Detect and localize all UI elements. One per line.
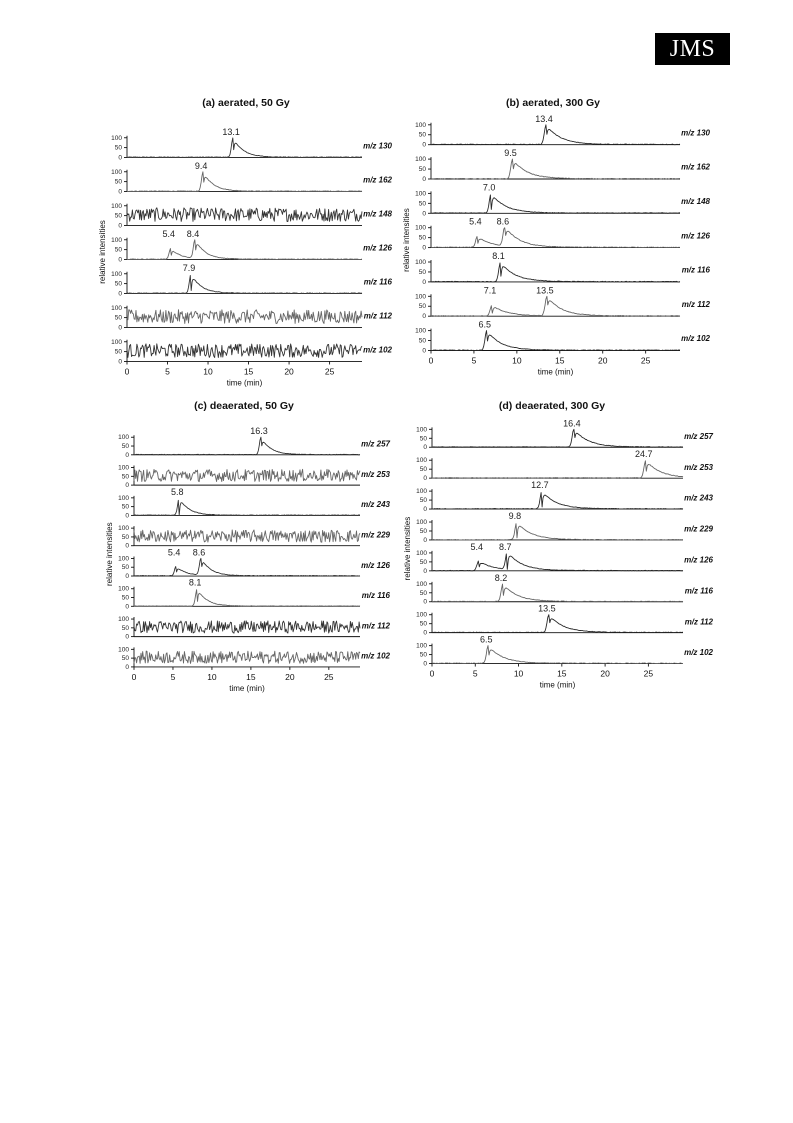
panel-c-x-tick-label: 20 <box>285 671 295 682</box>
panel-d-y-tick-label: 100 <box>416 580 427 588</box>
panel-d-x-tick-label: 5 <box>472 668 478 679</box>
panel-d-y-tick-label: 50 <box>419 651 427 659</box>
panel-b-series-label: m/z 116 <box>681 265 710 275</box>
panel-c-y-tick-label: 50 <box>121 503 129 511</box>
panel-a-series-label: m/z 112 <box>363 311 392 321</box>
panel-c-y-tick-label: 0 <box>125 542 129 550</box>
panel-c-y-tick-label: 0 <box>125 663 129 671</box>
panel-a-trace-mz130 <box>127 138 362 158</box>
panel-a-trace-mz162 <box>127 172 362 192</box>
panel-d-peak-label: 5.4 <box>470 541 483 552</box>
panel-c-peak-label: 5.8 <box>170 486 184 497</box>
panel-b-x-tick-label: 25 <box>640 355 651 366</box>
panel-b-trace-mz102 <box>431 331 680 351</box>
panel-d-peak-label: 12.7 <box>531 480 549 491</box>
panel-b-y-tick-label: 0 <box>422 141 426 149</box>
panel-a-y-tick-label: 50 <box>114 280 122 288</box>
panel-d-x-tick-label: 25 <box>643 668 654 679</box>
panel-d-y-tick-label: 0 <box>423 629 427 637</box>
panel-d-x-tick-label: 10 <box>513 668 524 679</box>
panel-b-peak-label: 13.5 <box>536 285 554 296</box>
panel-a-y-tick-label: 50 <box>114 178 122 186</box>
panel-d-y-tick-label: 50 <box>419 527 427 535</box>
panel-a-y-tick-label: 50 <box>114 246 122 254</box>
panel-a-peak-label: 5.4 <box>162 228 176 239</box>
panel-b-y-tick-label: 50 <box>418 234 426 242</box>
panel-d-trace-mz126 <box>432 554 683 571</box>
panel-c-x-label: time (min) <box>229 683 265 693</box>
panel-a-peak-label: 8.4 <box>186 228 200 239</box>
panel-a-y-tick-label: 50 <box>114 314 122 322</box>
panel-a-series-label: m/z 116 <box>363 277 392 287</box>
panel-c-y-tick-label: 50 <box>121 655 129 663</box>
panel-b-series-label: m/z 162 <box>681 162 710 172</box>
panel-b-series-label: m/z 126 <box>681 231 710 241</box>
panel-a-y-tick-label: 0 <box>118 324 122 332</box>
panel-a-y-label: relative intensities <box>98 220 107 284</box>
panel-c-series-label: m/z 229 <box>361 530 390 540</box>
panel-b-peak-label: 5.4 <box>469 216 482 227</box>
panel-c-trace-mz116 <box>134 590 360 607</box>
panel-d-series-label: m/z 126 <box>684 555 713 565</box>
panel-c-peak-label: 8.6 <box>192 547 206 558</box>
panel-b-y-tick-label: 100 <box>415 293 426 301</box>
panel-d-y-tick-label: 50 <box>419 589 427 597</box>
panel-b-trace-mz148 <box>431 195 680 213</box>
panel-a-y-tick-label: 50 <box>114 212 122 220</box>
panel-c-y-tick-label: 100 <box>118 646 129 654</box>
panel-b-y-tick-label: 100 <box>415 259 426 267</box>
panel-d-trace-mz102 <box>432 646 683 664</box>
panel-b-y-tick-label: 100 <box>415 121 426 129</box>
panel-c-x-tick-label: 15 <box>246 671 256 682</box>
panel-d-y-tick-label: 50 <box>419 497 427 505</box>
panel-d-peak-label: 16.4 <box>563 418 581 429</box>
panel-c-trace-mz102 <box>134 651 360 663</box>
panel-a-y-tick-label: 0 <box>118 154 122 162</box>
panel-d-y-tick-label: 0 <box>423 506 427 514</box>
panel-c-peak-label: 8.1 <box>188 577 202 588</box>
panel-d-y-tick-label: 50 <box>419 558 427 566</box>
panel-a-y-tick-label: 50 <box>114 348 122 356</box>
panel-b-trace-mz126 <box>431 228 680 248</box>
panel-a-peak-label: 7.9 <box>182 262 196 273</box>
panel-d-peak-label: 8.2 <box>494 572 508 583</box>
panel-d-series-label: m/z 257 <box>684 431 713 441</box>
panel-d-trace-mz253 <box>432 461 683 478</box>
panel-b-peak-label: 8.6 <box>496 216 510 227</box>
panel-d-peak-label: 13.5 <box>538 603 556 614</box>
panel-a-trace-mz102 <box>127 344 362 358</box>
panel-a-x-tick-label: 10 <box>203 366 213 377</box>
panel-b-series-label: m/z 130 <box>681 128 710 138</box>
panel-d-series-label: m/z 243 <box>684 493 713 503</box>
panel-c-trace-mz257 <box>134 437 360 455</box>
panel-a-y-tick-label: 0 <box>118 188 122 196</box>
panel-b-trace-mz130 <box>431 125 680 145</box>
panel-d-peak-label: 6.5 <box>480 634 493 645</box>
panel-b-y-tick-label: 100 <box>415 327 426 335</box>
panel-b-y-label: relative intensities <box>402 208 411 272</box>
panel-a-peak-label: 9.4 <box>194 160 208 171</box>
panel-d-x-tick-label: 0 <box>429 668 435 679</box>
panel-a-series-label: m/z 162 <box>363 175 392 185</box>
panel-b-y-tick-label: 100 <box>415 156 426 164</box>
panel-d-y-tick-label: 0 <box>423 598 427 606</box>
panel-a-y-tick-label: 100 <box>111 134 122 142</box>
panel-d-y-tick-label: 100 <box>416 611 427 619</box>
panel-b-x-tick-label: 0 <box>428 355 434 366</box>
panel-a-trace-mz148 <box>127 208 362 222</box>
panel-a-y-tick-label: 0 <box>118 222 122 230</box>
panel-c-title: (c) deaerated, 50 Gy <box>194 400 294 412</box>
panel-a-trace-mz126 <box>127 240 362 260</box>
panel-c-y-tick-label: 100 <box>118 525 129 533</box>
panel-d-x-tick-label: 15 <box>557 668 567 679</box>
panel-c-trace-mz253 <box>134 469 360 481</box>
panel-d-y-tick-label: 100 <box>416 457 427 465</box>
panel-d-y-tick-label: 100 <box>416 549 427 557</box>
panel-b-trace-mz112 <box>431 296 680 316</box>
panel-c-series-label: m/z 243 <box>361 500 390 510</box>
panel-b-peak-label: 8.1 <box>492 251 505 262</box>
panel-a-y-tick-label: 50 <box>114 144 122 152</box>
panel-a-series-label: m/z 102 <box>363 345 392 355</box>
panel-c-y-tick-label: 50 <box>121 624 129 632</box>
panel-d-y-tick-label: 0 <box>423 660 427 668</box>
panel-d-title: (d) deaerated, 300 Gy <box>498 400 606 412</box>
panel-b-trace-mz116 <box>431 263 680 282</box>
panel-b-y-tick-label: 0 <box>422 175 426 183</box>
panel-c-series-label: m/z 126 <box>361 560 390 570</box>
panel-a-x-tick-label: 25 <box>324 366 335 377</box>
panel-c-y-tick-label: 0 <box>125 482 129 490</box>
panel-b-y-tick-label: 100 <box>415 224 426 232</box>
panel-c-y-tick-label: 0 <box>125 451 129 459</box>
panel-a-x-tick-label: 20 <box>284 366 294 377</box>
journal-logo: JMS <box>655 33 730 65</box>
panel-c-series-label: m/z 102 <box>361 651 390 661</box>
panel-c-series-label: m/z 116 <box>361 591 390 601</box>
panel-b-y-tick-label: 0 <box>422 244 426 252</box>
panel-c-y-tick-label: 100 <box>118 616 129 624</box>
panel-c-y-tick-label: 50 <box>121 443 129 451</box>
panel-b-peak-label: 9.5 <box>504 148 517 159</box>
panel-d-trace-mz243 <box>432 493 683 509</box>
panel-c-x-tick-label: 25 <box>324 671 334 682</box>
panel-a-y-tick-label: 100 <box>111 168 122 176</box>
panel-c-y-tick-label: 50 <box>121 594 129 602</box>
panel-c-trace-mz112 <box>134 621 360 633</box>
panel-c-y-tick-label: 0 <box>125 512 129 520</box>
panel-b-y-tick-label: 50 <box>418 337 426 345</box>
panel-c-x-tick-label: 10 <box>207 671 217 682</box>
panel-c-trace-mz126 <box>134 558 360 576</box>
panel-a-y-tick-label: 100 <box>111 270 122 278</box>
panel-d-y-tick-label: 100 <box>416 642 427 650</box>
panel-d-y-tick-label: 100 <box>416 519 427 527</box>
panel-b-y-tick-label: 100 <box>415 190 426 198</box>
panel-b-y-tick-label: 0 <box>422 278 426 286</box>
panel-a-x-tick-label: 0 <box>124 366 130 377</box>
panel-d-peak-label: 9.8 <box>508 511 522 522</box>
panel-b-peak-label: 13.4 <box>535 113 553 124</box>
panel-d-y-tick-label: 50 <box>419 620 427 628</box>
panel-b-y-tick-label: 50 <box>418 303 426 311</box>
panel-a-y-tick-label: 0 <box>118 290 122 298</box>
panel-c-y-tick-label: 50 <box>121 564 129 572</box>
panel-c-y-tick-label: 50 <box>121 533 129 541</box>
panel-d-peak-label: 24.7 <box>635 449 653 460</box>
panel-a-y-tick-label: 0 <box>118 256 122 264</box>
panel-c-y-tick-label: 0 <box>125 603 129 611</box>
panel-d-peak-label: 8.7 <box>499 541 512 552</box>
panel-d-y-tick-label: 0 <box>423 536 427 544</box>
panel-b-y-tick-label: 50 <box>418 268 426 276</box>
panel-a-series-label: m/z 130 <box>363 141 392 151</box>
panel-d-trace-mz112 <box>432 615 683 633</box>
panel-a-title: (a) aerated, 50 Gy <box>202 97 290 109</box>
panel-a-y-tick-label: 100 <box>111 338 122 346</box>
panel-b-x-tick-label: 5 <box>471 355 477 366</box>
panel-d-y-tick-label: 50 <box>419 466 427 474</box>
panel-b-x-tick-label: 15 <box>555 355 565 366</box>
panel-c-y-tick-label: 50 <box>121 473 129 481</box>
panel-a-trace-mz116 <box>127 276 362 294</box>
panel-a-x-tick-label: 15 <box>243 366 254 377</box>
panel-a-y-tick-label: 100 <box>111 202 122 210</box>
panel-d-y-tick-label: 100 <box>416 488 427 496</box>
panel-c-y-tick-label: 100 <box>118 555 129 563</box>
panel-a-y-tick-label: 100 <box>111 236 122 244</box>
panel-b-peak-label: 7.0 <box>482 182 496 193</box>
panel-c-y-tick-label: 100 <box>118 585 129 593</box>
panel-c-y-tick-label: 0 <box>125 633 129 641</box>
panel-c-y-label: relative intensities <box>105 522 114 586</box>
panel-b-x-label: time (min) <box>537 367 574 377</box>
panel-b-y-tick-label: 0 <box>422 313 426 321</box>
panel-d-series-label: m/z 116 <box>684 586 713 596</box>
panel-d-trace-mz116 <box>432 584 683 602</box>
panel-d-y-tick-label: 50 <box>419 435 427 443</box>
panel-d-x-label: time (min) <box>539 680 576 690</box>
panel-b-y-tick-label: 50 <box>418 166 426 174</box>
panel-a-series-label: m/z 126 <box>363 243 392 253</box>
panel-c-trace-mz243 <box>134 500 360 515</box>
panel-a-x-tick-label: 5 <box>165 366 170 377</box>
panel-c-trace-mz229 <box>134 530 360 542</box>
panel-d-y-tick-label: 0 <box>423 444 427 452</box>
panel-c-y-tick-label: 100 <box>118 464 129 472</box>
panel-d-trace-mz257 <box>432 429 683 447</box>
panel-d-series-label: m/z 253 <box>684 462 713 472</box>
panel-c-y-tick-label: 0 <box>125 573 129 581</box>
panel-a-y-tick-label: 100 <box>111 304 122 312</box>
panel-a-peak-label: 13.1 <box>222 126 240 137</box>
panel-d-y-tick-label: 100 <box>416 426 427 434</box>
panel-b-x-tick-label: 10 <box>512 355 522 366</box>
panel-b-y-tick-label: 0 <box>422 347 426 355</box>
panel-b-x-tick-label: 20 <box>597 355 608 366</box>
panel-d-x-tick-label: 20 <box>600 668 610 679</box>
panel-b-peak-label: 7.1 <box>483 285 497 296</box>
panel-c-peak-label: 16.3 <box>250 426 268 437</box>
panel-c-peak-label: 5.4 <box>167 547 181 558</box>
panel-c-series-label: m/z 257 <box>361 439 390 449</box>
panel-b-title: (b) aerated, 300 Gy <box>506 97 600 109</box>
panel-a-trace-mz112 <box>127 310 362 324</box>
panel-c-series-label: m/z 112 <box>361 621 390 631</box>
panel-c-x-tick-label: 5 <box>170 671 176 682</box>
panel-a-x-label: time (min) <box>226 378 263 388</box>
panel-c-y-tick-label: 100 <box>118 434 129 442</box>
panel-c-x-tick-label: 0 <box>131 671 137 682</box>
panel-d-series-label: m/z 229 <box>684 524 713 534</box>
panel-a-series-label: m/z 148 <box>363 209 392 219</box>
panel-d-y-label: relative intensities <box>403 516 412 581</box>
panel-c-series-label: m/z 253 <box>361 469 390 479</box>
panel-d-y-tick-label: 0 <box>423 567 427 575</box>
panel-d-series-label: m/z 112 <box>684 617 713 627</box>
panel-c-y-tick-label: 100 <box>118 494 129 502</box>
panel-b-peak-label: 6.5 <box>478 319 492 330</box>
panel-d-y-tick-label: 0 <box>423 475 427 483</box>
panel-a-y-tick-label: 0 <box>118 358 122 366</box>
panel-b-series-label: m/z 112 <box>681 299 710 309</box>
panel-b-y-tick-label: 0 <box>422 210 426 218</box>
panel-b-series-label: m/z 148 <box>681 197 710 207</box>
panel-b-series-label: m/z 102 <box>681 334 710 344</box>
panel-b-y-tick-label: 50 <box>418 131 426 139</box>
panel-b-y-tick-label: 50 <box>418 200 426 208</box>
panel-d-trace-mz229 <box>432 524 683 540</box>
panel-d-series-label: m/z 102 <box>684 648 713 658</box>
panel-b-trace-mz162 <box>431 159 680 179</box>
